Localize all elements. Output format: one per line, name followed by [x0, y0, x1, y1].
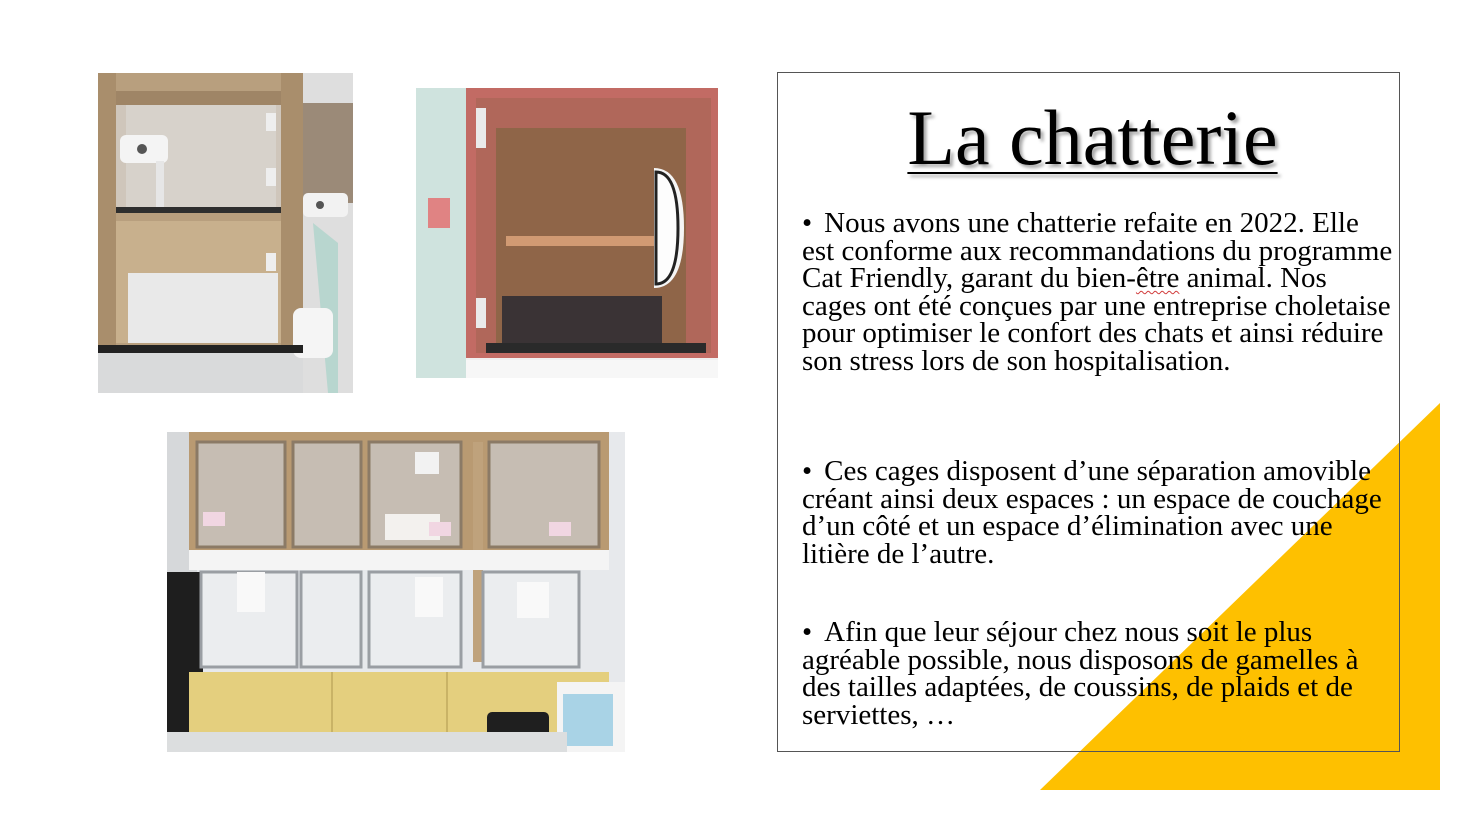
photo-cage-interior-wood — [98, 73, 353, 393]
bullet-icon: • — [802, 207, 813, 239]
photo-cage-interior-red-light — [416, 88, 718, 378]
paragraph-cattery-intro — [802, 207, 1398, 377]
paragraph-text: animal. Nos cages ont été conçues par une entreprise choletaise pour optimiser le confort des chats et ainsi réduire son stress lors de son hospitalisation. — [802, 262, 1391, 377]
spellcheck-marked-word: être — [1135, 262, 1180, 294]
photo-cattery-cage-wall — [167, 432, 625, 752]
text-panel — [777, 72, 1400, 752]
paragraph-text: Nous avons une chatterie refaite en 2022. Elle est conforme aux recommandations du programme Cat Friendly, garant du bien- — [802, 207, 1393, 294]
bullet-icon: • — [802, 455, 813, 487]
paragraph-text: Ces cages disposent d’une séparation amovible créant ainsi deux espaces : un espace de couchage d’un côté et un espace d’élimination avec une litière de l’autre. — [802, 455, 1382, 570]
page-title: La chatterie — [907, 94, 1278, 181]
paragraph-cage-separation — [802, 455, 1398, 570]
bullet-icon: • — [802, 616, 813, 648]
paragraph-text: Afin que leur séjour chez nous soit le plus agréable possible, nous disposons de gamelles à des tailles adaptées, de coussins, de plaids et de serviettes, … — [802, 616, 1359, 731]
paragraph-comfort-items — [802, 616, 1398, 731]
